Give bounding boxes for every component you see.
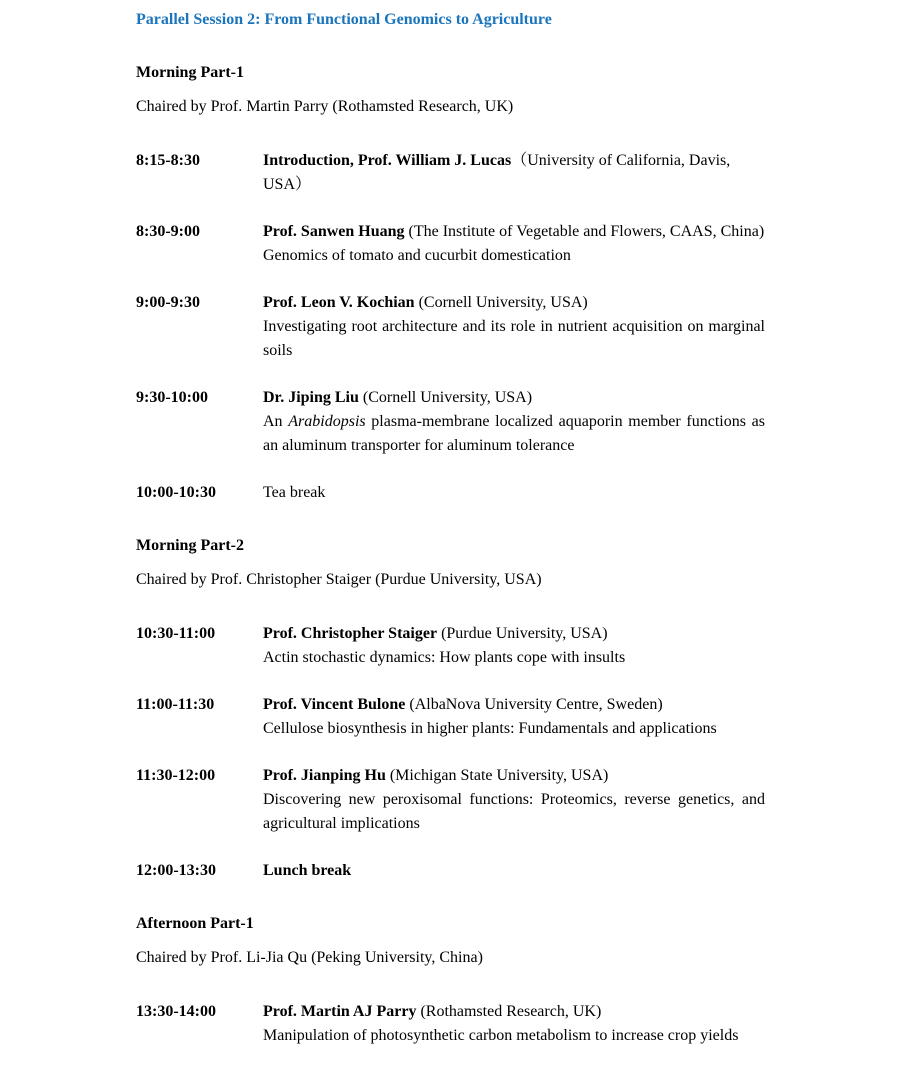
text-run: plasma-membrane localized aquaporin member functions as an aluminum transporter for aluminum tolerance [263, 413, 766, 454]
content-cell [263, 622, 765, 670]
content-line [263, 693, 765, 717]
content-cell [263, 1000, 765, 1048]
time-cell: 9:30-10:00 [136, 389, 208, 406]
content-line [263, 315, 765, 363]
content-line [263, 622, 765, 646]
chair-line: Chaired by Prof. Christopher Staiger (Purdue University, USA) [136, 571, 542, 588]
content-line [263, 764, 765, 788]
page-title: Parallel Session 2: From Functional Genomics to Agriculture [136, 11, 552, 28]
content-line [263, 386, 765, 410]
content-line [263, 788, 765, 836]
schedule-row [136, 764, 765, 836]
schedule-row [136, 859, 765, 883]
content-cell [263, 149, 765, 197]
schedule-row [136, 1000, 765, 1048]
content-line [263, 291, 765, 315]
text-run: (Purdue University, USA) [437, 625, 608, 642]
schedule-blocks [136, 61, 765, 1048]
content-cell [263, 386, 765, 458]
content-line [263, 859, 765, 883]
text-run: Prof. Leon V. Kochian [263, 294, 415, 311]
time-cell: 10:00-10:30 [136, 484, 216, 501]
section-heading: Morning Part-2 [136, 537, 244, 554]
content-line [263, 481, 765, 505]
schedule-row [136, 149, 765, 197]
schedule-row [136, 386, 765, 458]
content-line [263, 646, 765, 670]
chair-line: Chaired by Prof. Li-Jia Qu (Peking University, China) [136, 949, 483, 966]
section-heading: Morning Part-1 [136, 64, 244, 81]
text-run: Lunch break [263, 862, 352, 879]
text-run: Actin stochastic dynamics: How plants cope with insults [263, 649, 626, 666]
content-cell [263, 764, 765, 836]
time-cell: 9:00-9:30 [136, 294, 200, 311]
text-run: Dr. Jiping Liu [263, 389, 359, 406]
text-run: Introduction, Prof. William J. Lucas [263, 152, 512, 169]
content-line [263, 244, 765, 268]
time-cell: 13:30-14:00 [136, 1003, 216, 1020]
text-run: (Michigan State University, USA) [385, 767, 609, 784]
text-run: Discovering new peroxisomal functions: Proteomics, reverse genetics, and agricultural implications [263, 791, 765, 832]
text-run: (The Institute of Vegetable and Flowers, CAAS, China) [404, 223, 765, 240]
text-run: (Cornell University, USA) [414, 294, 588, 311]
text-run: Manipulation of photosynthetic carbon metabolism to increase crop yields [263, 1027, 739, 1044]
schedule-row [136, 220, 765, 268]
text-run: Prof. Martin AJ Parry [263, 1003, 417, 1020]
schedule-row [136, 291, 765, 363]
time-cell: 11:00-11:30 [136, 696, 215, 713]
content-line [263, 149, 765, 197]
content-line [263, 1024, 765, 1048]
text-run: Arabidopsis [288, 413, 366, 430]
schedule-row [136, 622, 765, 670]
text-run: Investigating root architecture and its role in nutrient acquisition on marginal soils [263, 318, 765, 359]
content-cell [263, 220, 765, 268]
text-run: Cellulose biosynthesis in higher plants: Fundamentals and applications [263, 720, 717, 737]
text-run: Tea break [263, 484, 326, 501]
text-run: (AlbaNova University Centre, Sweden) [405, 696, 663, 713]
content-cell [263, 693, 765, 741]
content-cell [263, 291, 765, 363]
text-run: An [263, 413, 289, 430]
time-cell: 10:30-11:00 [136, 625, 216, 642]
section-heading: Afternoon Part-1 [136, 915, 254, 932]
text-run: Prof. Christopher Staiger [263, 625, 438, 642]
text-run: Prof. Vincent Bulone [263, 696, 406, 713]
content-line [263, 1000, 765, 1024]
schedule-row [136, 693, 765, 741]
text-run: (Rothamsted Research, UK) [416, 1003, 602, 1020]
content-cell [263, 481, 765, 505]
time-cell: 12:00-13:30 [136, 862, 216, 879]
text-run: （University of California, Davis, USA） [263, 152, 731, 193]
content-cell [263, 859, 765, 883]
time-cell: 8:30-9:00 [136, 223, 200, 240]
content-line [263, 410, 765, 458]
content-line [263, 717, 765, 741]
text-run: (Cornell University, USA) [358, 389, 533, 406]
chair-line: Chaired by Prof. Martin Parry (Rothamsted Research, UK) [136, 98, 514, 115]
time-cell: 8:15-8:30 [136, 152, 200, 169]
content-line [263, 220, 765, 244]
text-run: Prof. Sanwen Huang [263, 223, 405, 240]
time-cell: 11:30-12:00 [136, 767, 216, 784]
text-run: Prof. Jianping Hu [263, 767, 386, 784]
text-run: Genomics of tomato and cucurbit domestication [263, 247, 571, 264]
schedule-row [136, 481, 765, 505]
